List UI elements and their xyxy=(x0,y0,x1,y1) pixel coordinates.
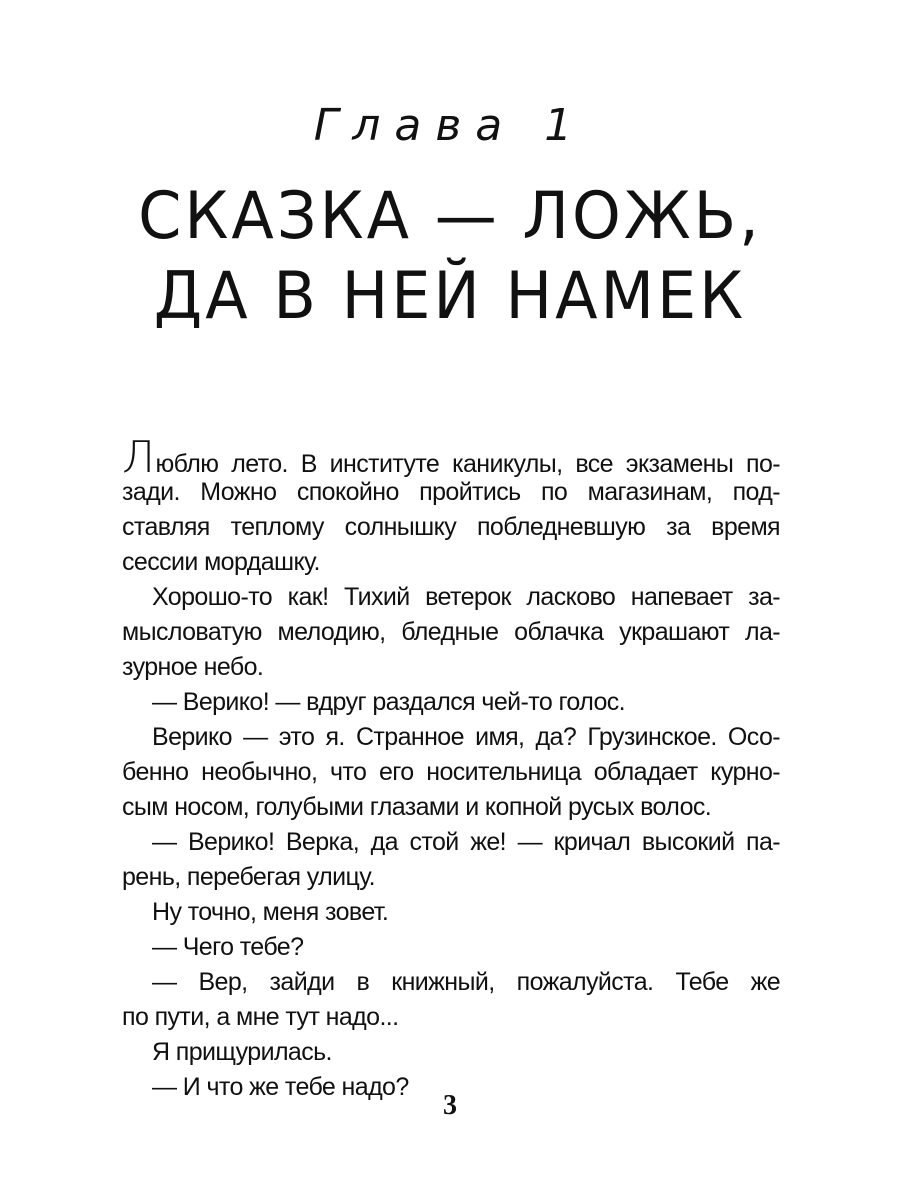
chapter-label: Глава 1 xyxy=(313,100,587,151)
text-line-content: по пути, а мне тут надо... xyxy=(122,1003,399,1031)
text-line-content: — Верико! — вдруг раздался чей-то голос. xyxy=(152,688,626,716)
text-line xyxy=(122,545,780,580)
text-line xyxy=(122,615,780,650)
text-line xyxy=(122,510,780,545)
text-line-content: — И что же тебе надо? xyxy=(152,1073,409,1101)
text-line xyxy=(122,965,780,1000)
text-line-content: Ну точно, меня зовет. xyxy=(152,898,389,926)
text-line-content: мысловатую мелодию, бледные облачка украшают ла- xyxy=(122,618,780,646)
text-line xyxy=(122,930,780,965)
chapter-title-line: СКАЗКА — ЛОЖЬ, xyxy=(138,177,762,254)
text-line xyxy=(122,720,780,755)
text-line-content: юблю лето. В институте каникулы, все экзамены по- xyxy=(155,450,780,478)
text-line-content: Верико — это я. Странное имя, да? Грузинское. Осо- xyxy=(152,723,780,751)
body-text xyxy=(122,432,780,1105)
text-line xyxy=(122,1035,780,1070)
text-line-content: зурное небо. xyxy=(122,653,264,681)
chapter-title xyxy=(0,176,900,336)
text-line-content: сым носом, голубыми глазами и копной русых волос. xyxy=(122,793,712,821)
text-line xyxy=(122,895,780,930)
chapter-title-line: ДА В НЕЙ НАМЕК xyxy=(153,257,747,334)
text-line-content: Хорошо-то как! Тихий ветерок ласково напевает за- xyxy=(152,583,780,611)
text-line-content: — Верико! Верка, да стой же! — кричал высокий па- xyxy=(152,828,780,856)
text-line-content: бенно необычно, что его носительница обладает курно- xyxy=(122,758,780,786)
text-line xyxy=(122,650,780,685)
text-line xyxy=(122,1000,780,1035)
text-line xyxy=(122,685,780,720)
text-line-content: зади. Можно спокойно пройтись по магазинам, под- xyxy=(122,478,780,506)
text-line-content: Я прищурилась. xyxy=(152,1038,332,1066)
drop-cap: Л xyxy=(122,432,155,483)
text-line xyxy=(122,755,780,790)
text-line xyxy=(122,825,780,860)
text-line xyxy=(122,432,780,483)
text-line xyxy=(122,790,780,825)
text-line xyxy=(122,475,780,510)
text-line-content: сессии мордашку. xyxy=(122,548,320,576)
text-line xyxy=(122,580,780,615)
page-number: 3 xyxy=(443,1090,457,1121)
text-line-content: — Чего тебе? xyxy=(152,933,304,961)
text-line-content: рень, перебегая улицу. xyxy=(122,863,375,891)
text-line-content: ставляя теплому солнышку побледневшую за время xyxy=(122,513,780,541)
text-line-content: — Вер, зайди в книжный, пожалуйста. Тебе же xyxy=(152,968,780,996)
text-line xyxy=(122,860,780,895)
